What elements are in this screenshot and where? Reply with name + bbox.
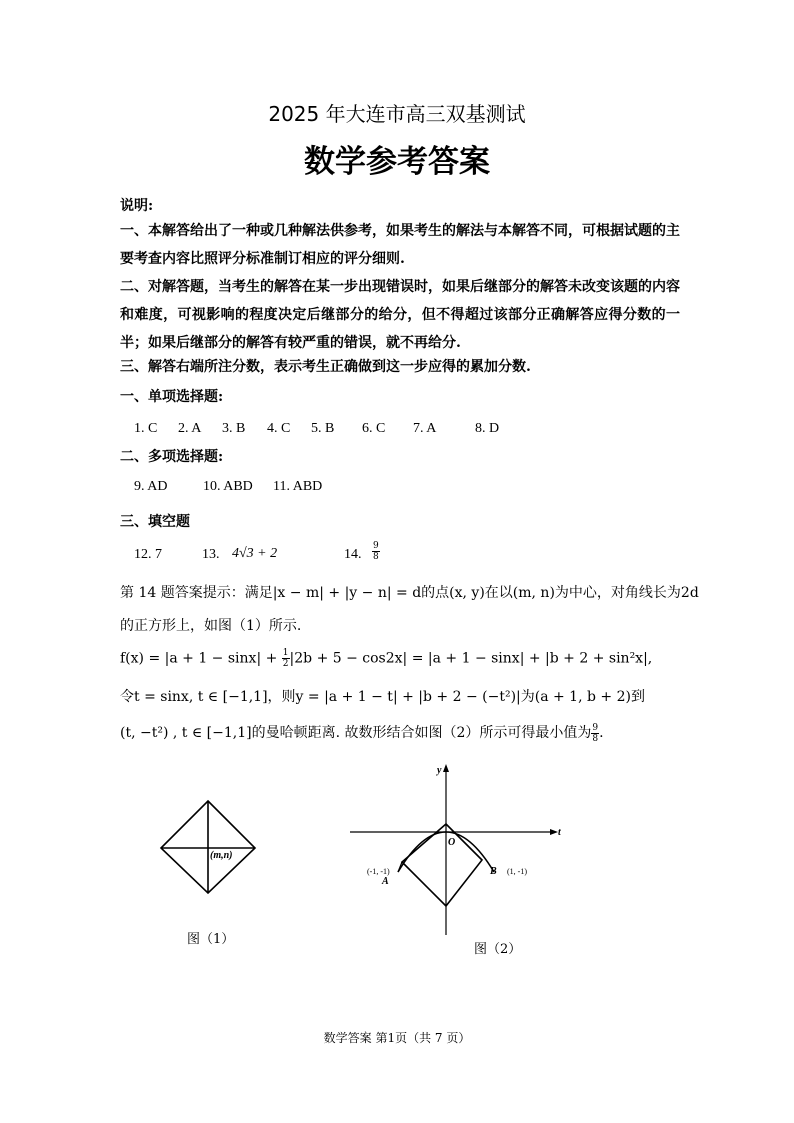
answer-3: 3. B bbox=[222, 421, 246, 436]
figure-2-diagram bbox=[345, 760, 570, 940]
page-title: 2025 年大连市高三双基测试 bbox=[268, 102, 526, 126]
fraction-denominator: 8 bbox=[373, 552, 379, 562]
hint-formula-part-2: |2b + 5 − cos2x| = |a + 1 − sinx| + |b + 2 + sin²x|, bbox=[289, 650, 653, 667]
fraction-numerator: 1 bbox=[282, 648, 289, 658]
hint-line-3 bbox=[120, 648, 652, 669]
hint-line-2: 的正方形上，如图（1）所示. bbox=[120, 618, 302, 634]
answer-10: 10. ABD bbox=[203, 479, 253, 494]
hint-formula-part-1: f(x) = |a + 1 − sinx| + bbox=[120, 650, 282, 667]
fraction-numerator: 9 bbox=[373, 541, 379, 551]
answer-13-value: 4√3 + 2 bbox=[232, 546, 278, 561]
answer-9: 9. AD bbox=[134, 479, 168, 494]
point-b-coordinate: (1, -1) bbox=[507, 867, 527, 876]
answer-13-label: 13. bbox=[202, 547, 220, 562]
section-multi-choice-heading: 二、多项选择题: bbox=[120, 449, 224, 465]
origin-label: O bbox=[448, 837, 456, 848]
note-item-3: 三、解答右端所注分数，表示考生正确做到这一步应得的累加分数. bbox=[120, 359, 531, 375]
t-axis-label: t bbox=[558, 827, 561, 838]
answer-14-fraction bbox=[372, 541, 380, 562]
section-fill-heading: 三、填空题 bbox=[120, 514, 190, 530]
point-a-label: A bbox=[382, 876, 389, 887]
hint-line-1: 第 14 题答案提示：满足|x − m| + |y − n| = d的点(x, y)在以(m, n)为中心，对角线长为2d bbox=[120, 585, 699, 601]
hint-period: . bbox=[599, 725, 604, 741]
answer-2: 2. A bbox=[178, 421, 202, 436]
answer-4: 4. C bbox=[267, 421, 291, 436]
figure-1-caption: 图（1） bbox=[187, 932, 235, 947]
answer-7: 7. A bbox=[413, 421, 437, 436]
figure-2-caption: 图（2） bbox=[474, 942, 522, 957]
answer-6: 6. C bbox=[362, 421, 386, 436]
note-item-1: 一、本解答给出了一种或几种解法供参考，如果考生的解法与本解答不同，可根据试题的主要考查内容比照评分标准制订相应的评分细则. bbox=[120, 223, 680, 267]
manhattan-square bbox=[402, 824, 482, 906]
page-footer: 数学答案 第1页（共 7 页） bbox=[323, 1031, 471, 1045]
figure-1-diagram bbox=[155, 795, 265, 900]
hint-line-5 bbox=[120, 722, 604, 744]
page-subtitle: 数学参考答案 bbox=[304, 144, 490, 180]
hint-conclusion-text: (t, −t²) , t ∈ [−1,1]的曼哈顿距离. 故数形结合如图（2）所示可得最小值为 bbox=[120, 725, 592, 741]
y-axis-arrow-icon bbox=[443, 764, 449, 772]
t-axis-arrow-icon bbox=[550, 829, 558, 835]
fraction-numerator: 9 bbox=[592, 722, 599, 733]
fraction-denominator: 8 bbox=[592, 733, 599, 744]
answer-11: 11. ABD bbox=[273, 479, 323, 494]
answer-14-label: 14. bbox=[344, 547, 362, 562]
answer-12: 12. 7 bbox=[134, 547, 162, 562]
answer-8: 8. D bbox=[475, 421, 500, 436]
notes-heading: 说明: bbox=[120, 198, 154, 214]
point-b-label: B bbox=[490, 866, 497, 877]
center-label: (m,n) bbox=[210, 850, 233, 861]
point-a-coordinate: (-1, -1) bbox=[367, 867, 390, 876]
fraction-denominator: 2 bbox=[282, 659, 289, 669]
note-item-2: 二、对解答题，当考生的解答在某一步出现错误时，如果后继部分的解答未改变该题的内容和难度，可视影响的程度决定后继部分的给分，但不得超过该部分正确解答应得分数的一半；如果后继部分的解答有较严重的错误，就不再给分. bbox=[120, 279, 680, 351]
hint-line-4: 令t = sinx, t ∈ [−1,1]，则y = |a + 1 − t| + |b + 2 − (−t²)|为(a + 1, b + 2)到 bbox=[120, 689, 645, 705]
y-axis-label: y bbox=[437, 765, 442, 776]
answer-1: 1. C bbox=[134, 421, 158, 436]
section-single-choice-heading: 一、单项选择题: bbox=[120, 389, 224, 405]
answer-5: 5. B bbox=[311, 421, 335, 436]
